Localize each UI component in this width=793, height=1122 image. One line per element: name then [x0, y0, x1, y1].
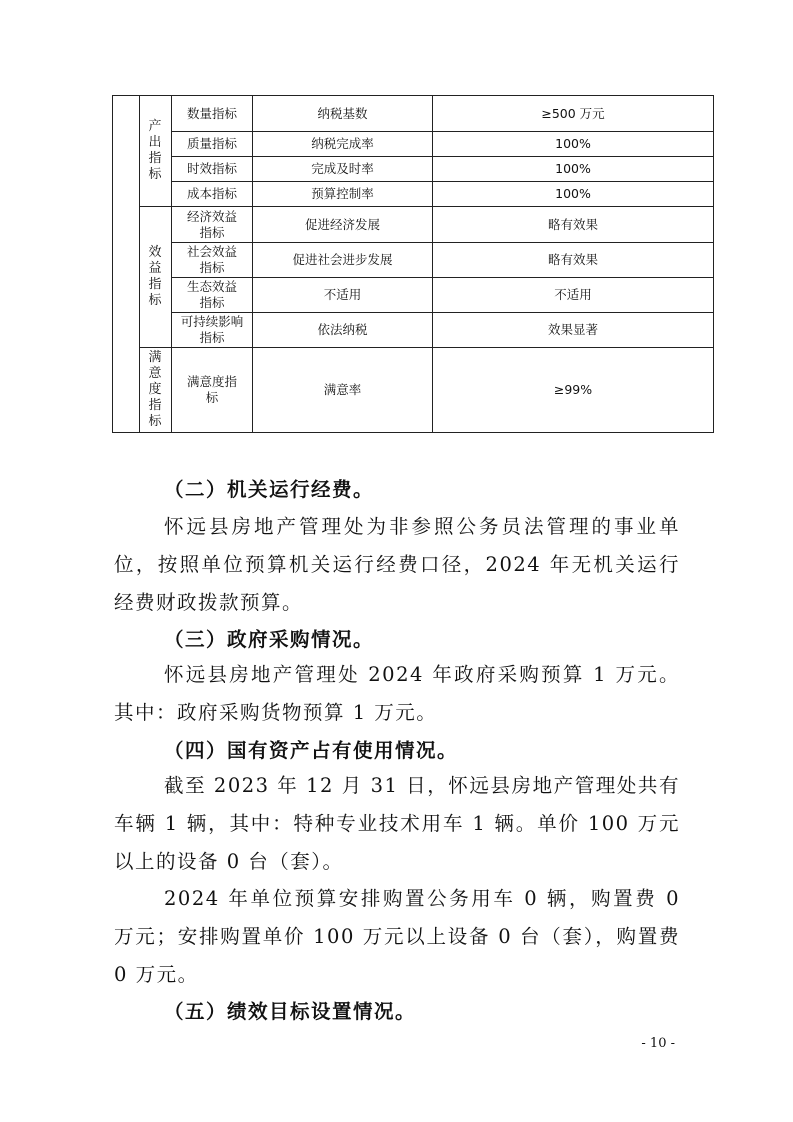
value-cell: 效果显著	[547, 322, 598, 337]
performance-indicator-table	[112, 95, 714, 433]
indicator-cell: 满意度指标	[186, 374, 237, 405]
indicator-cell: 可持续影响指标	[180, 314, 244, 345]
item-cell: 促进社会进步发展	[292, 252, 393, 267]
item-cell: 不适用	[323, 287, 362, 302]
section-3-body: 怀远县房地产管理处 2024 年政府采购预算 1 万元。其中：政府采购货物预算 1 万元。	[114, 663, 680, 724]
group-satisfaction: 满意度指标	[148, 350, 162, 429]
item-cell: 满意率	[323, 382, 362, 397]
section-2-body: 怀远县房地产管理处为非参照公务员法管理的事业单位，按照单位预算机关运行经费口径，2024 年无机关运行经费财政拨款预算。	[114, 515, 680, 614]
indicator-cell: 经济效益指标	[186, 208, 237, 240]
indicator-cell: 质量指标	[186, 136, 237, 151]
group-output: 产出指标	[148, 118, 162, 182]
value-cell: 略有效果	[547, 252, 598, 267]
indicator-cell: 数量指标	[186, 105, 237, 121]
section-4-body-2: 2024 年单位预算安排购置公务用车 0 辆，购置费 0 万元；安排购置单价 100 万元以上设备 0 台（套），购置费 0 万元。	[114, 887, 680, 986]
page-number: - 10 -	[641, 1036, 675, 1051]
indicator-cell: 社会效益指标	[186, 244, 237, 275]
section-4-body-1: 截至 2023 年 12 月 31 日，怀远县房地产管理处共有车辆 1 辆，其中：特种专业技术用车 1 辆。单价 100 万元以上的设备 0 台（套）。	[114, 774, 680, 873]
value-cell: 100%	[555, 136, 591, 151]
indicator-cell: 成本指标	[186, 186, 237, 201]
value-cell: 100%	[555, 161, 591, 176]
group-benefit: 效益指标	[148, 244, 162, 308]
value-cell: 略有效果	[547, 216, 598, 232]
item-cell: 促进经济发展	[304, 216, 380, 232]
indicator-cell: 时效指标	[186, 161, 237, 176]
item-cell: 依法纳税	[317, 322, 368, 337]
section-5-title: （五）绩效目标设置情况。	[164, 1000, 417, 1023]
item-cell: 完成及时率	[311, 161, 374, 176]
section-2-title: （二）机关运行经费。	[164, 478, 375, 501]
indicator-cell: 生态效益指标	[186, 279, 237, 310]
item-cell: 纳税基数	[317, 105, 368, 121]
value-cell: 不适用	[554, 287, 592, 302]
item-cell: 预算控制率	[311, 186, 374, 201]
value-cell: ≥500 万元	[541, 105, 605, 121]
section-4-title: （四）国有资产占有使用情况。	[164, 739, 459, 762]
item-cell: 纳税完成率	[311, 136, 374, 151]
section-3-title: （三）政府采购情况。	[164, 628, 375, 651]
value-cell: 100%	[555, 186, 591, 201]
value-cell: ≥99%	[553, 382, 593, 397]
